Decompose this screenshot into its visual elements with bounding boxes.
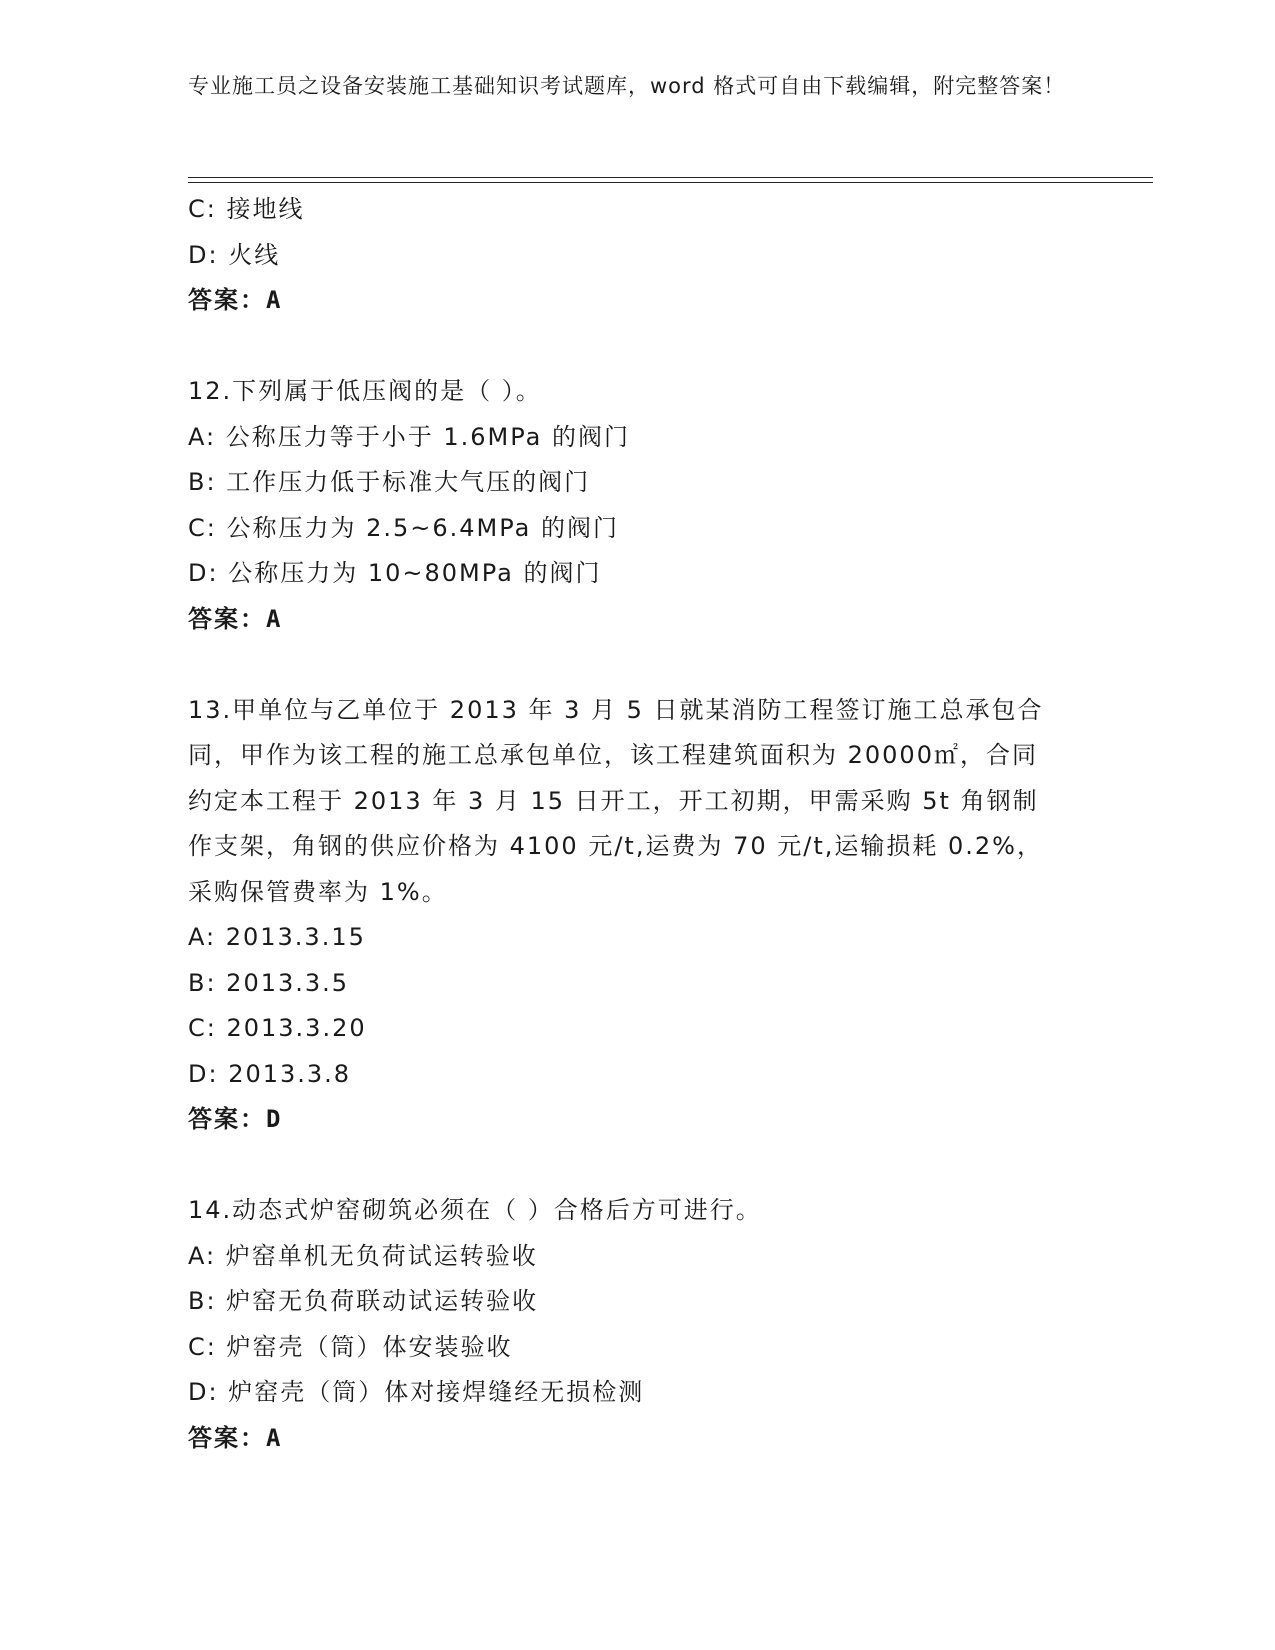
option-c: C: 2013.3.20: [188, 1014, 367, 1042]
answer-line: 答案：A: [188, 1423, 283, 1452]
answer-line: 答案：D: [188, 1105, 283, 1133]
header-divider-top: [188, 177, 1153, 178]
spacer: [188, 642, 1068, 688]
option-c: C: 炉窑壳（筒）体安装验收: [188, 1332, 513, 1361]
option-d: D: 2013.3.8: [188, 1059, 352, 1088]
question-text: 13.甲单位与乙单位于 2013 年 3 月 5 日就某消防工程签订施工总承包合同，甲作为该工程的施工总承包单位，该工程建筑面积为 20000㎡，合同约定本工程于 2013 年 3 月 15 日开工，开工初期，甲需采购 5t 角钢制作支架，角钢的供应价格为 4100 元/t,运费为 70 元/t,运输损耗 0.2%，采购保管费率为 1%。: [188, 695, 1044, 906]
question-content: [188, 187, 1068, 1461]
option-d: D: 炉窑壳（筒）体对接焊缝经无损检测: [188, 1378, 645, 1406]
option-b: B: 炉窑无负荷联动试运转验收: [188, 1287, 539, 1315]
option-b: B: 工作压力低于标准大气压的阀门: [188, 468, 591, 496]
question-text: 14.动态式炉窑砌筑必须在（ ）合格后方可进行。: [188, 1196, 762, 1224]
option-c: C: 公称压力为 2.5~6.4MPa 的阀门: [188, 513, 619, 542]
question-block: [188, 369, 1068, 642]
document-header: 专业施工员之设备安装施工基础知识考试题库，word 格式可自由下载编辑，附完整答案！: [188, 74, 1066, 98]
spacer: [188, 1143, 1068, 1189]
option-b: B: 2013.3.5: [188, 968, 350, 997]
header-divider-bottom: [188, 182, 1153, 183]
option-a: A: 公称压力等于小于 1.6MPa 的阀门: [188, 422, 630, 451]
option-d: D: 火线: [188, 240, 281, 269]
option-a: A: 炉窑单机无负荷试运转验收: [188, 1241, 538, 1270]
answer-line: 答案：A: [188, 286, 283, 314]
question-block: [188, 688, 1068, 1143]
spacer: [188, 324, 1068, 370]
question-block: [188, 1188, 1068, 1461]
option-d: D: 公称压力为 10~80MPa 的阀门: [188, 559, 602, 587]
option-c: C: 接地线: [188, 195, 305, 223]
option-a: A: 2013.3.15: [188, 923, 366, 951]
answer-line: 答案：A: [188, 604, 283, 633]
question-text: 12.下列属于低压阀的是（ ）。: [188, 377, 542, 405]
